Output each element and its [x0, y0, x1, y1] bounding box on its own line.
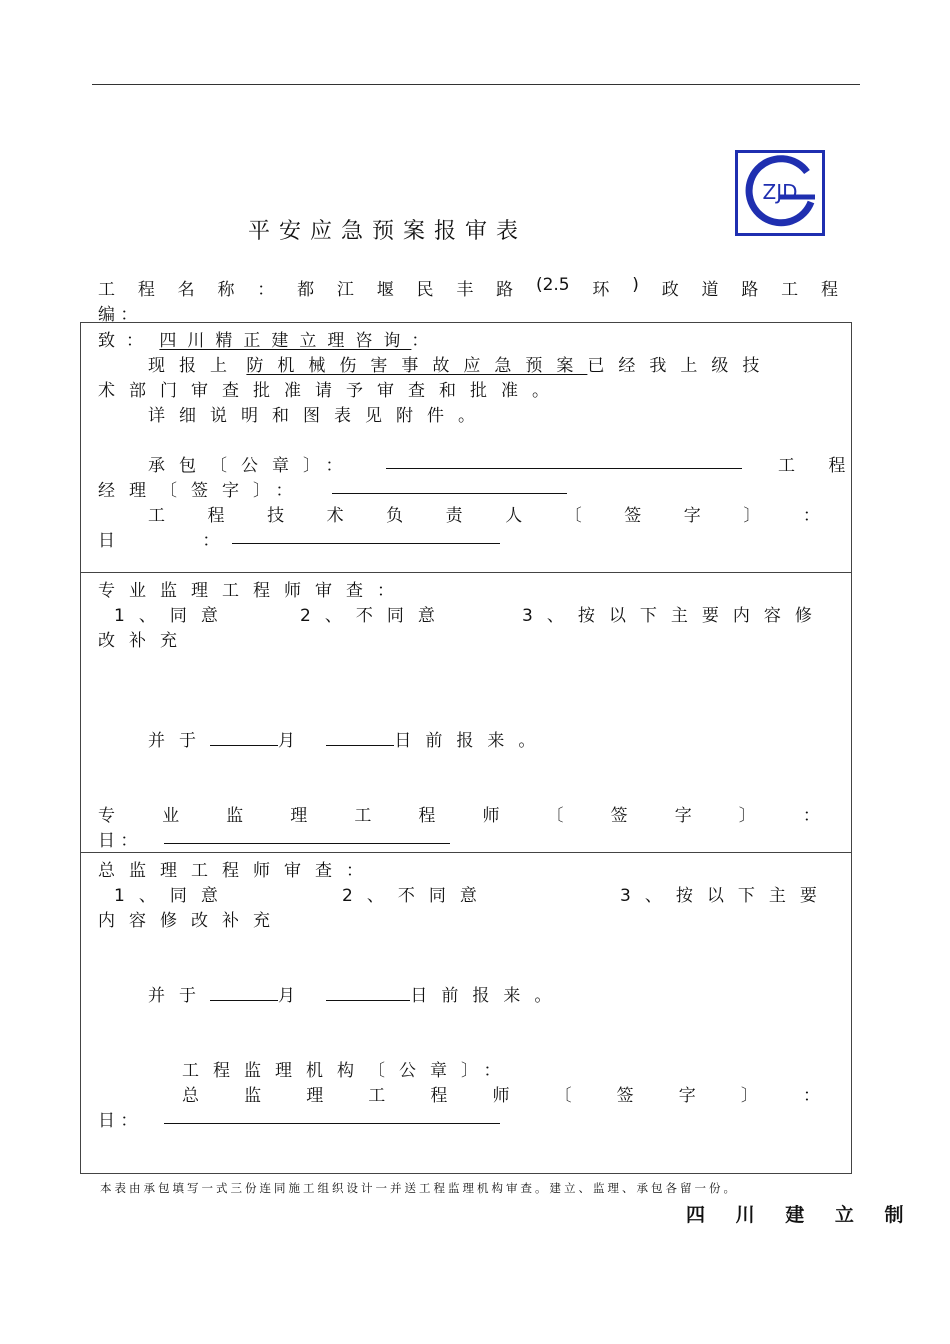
date-row-3: 日 ：	[98, 1111, 138, 1131]
date-row-1	[98, 526, 219, 551]
chief-and-in: 并于	[148, 986, 210, 1006]
project-name-char: 程	[820, 280, 838, 300]
tech-sign-char: 工	[148, 506, 165, 526]
date-line-2[interactable]	[164, 828, 450, 844]
project-name-char: 道	[701, 280, 719, 300]
date-colon: ：	[202, 531, 220, 551]
chief-sign-char: 〕	[740, 1086, 758, 1106]
chief-sign-char: ：	[802, 1086, 820, 1106]
to-colon: ：	[411, 331, 429, 351]
specialist-sign-char: 〔	[546, 806, 564, 826]
project-name-char: 工	[781, 280, 799, 300]
chief-sign-row	[182, 1081, 820, 1106]
chief-sign-char: 签	[616, 1086, 634, 1106]
tech-sign-char: 人	[505, 506, 523, 526]
project-name-row	[98, 275, 838, 300]
chief-sign-char: 程	[430, 1086, 448, 1106]
date-line-3[interactable]	[164, 1108, 500, 1124]
date-row-2: 日 ：	[98, 831, 138, 851]
chief-sign-char: 理	[306, 1086, 324, 1106]
supervisor-company: 四川精正建立理咨询	[159, 331, 412, 351]
tech-sign-row	[148, 501, 820, 526]
document-title: 平安应急预案报审表	[248, 219, 528, 244]
project-name-char: 程	[137, 280, 155, 300]
specialist-sign-char: 师	[482, 806, 500, 826]
tech-sign-char: 技	[267, 506, 285, 526]
specialist-sign-char: ：	[802, 806, 820, 826]
specialist-sign-char: 业	[162, 806, 180, 826]
to-label: 致：	[98, 331, 154, 351]
chief-option-disagree[interactable]: 2、不同意	[342, 886, 491, 906]
tech-sign-char: 签	[624, 506, 642, 526]
project-name-char: )	[632, 275, 639, 295]
tech-sign-char: 字	[683, 506, 701, 526]
manager-sign-label: 经理〔签字〕：	[98, 481, 307, 501]
report-suffix: 已经我上级技	[587, 356, 774, 376]
month-line[interactable]	[210, 730, 278, 746]
org-seal-label: 工程监理机构〔公章〕：	[182, 1061, 515, 1081]
project-name-char: 路	[496, 280, 514, 300]
chief-option-agree[interactable]: 1、同意	[114, 886, 232, 906]
project-name-char: 丰	[456, 280, 474, 300]
option-revise[interactable]: 3、按以下主要内容修	[522, 606, 826, 626]
chief-day-line[interactable]	[326, 985, 410, 1001]
to-line	[98, 326, 428, 351]
top-rule	[92, 84, 860, 85]
month-label: 月	[278, 731, 295, 751]
chief-sign-char: 师	[492, 1086, 510, 1106]
tech-sign-char: 程	[207, 506, 225, 526]
chief-option-revise-2: 内容修改补充	[98, 911, 284, 931]
tech-sign-char: ：	[802, 506, 820, 526]
project-number-label: 编 ：	[98, 305, 138, 325]
project-name-char: 名	[177, 280, 195, 300]
chief-sign-char: 字	[678, 1086, 696, 1106]
chief-sign-char: 监	[244, 1086, 262, 1106]
project-name-char: 民	[416, 280, 434, 300]
tech-sign-char: 〔	[564, 506, 582, 526]
specialist-review-title: 专业监理工程师审查：	[98, 581, 408, 601]
project-name-char: ：	[257, 280, 275, 300]
chief-sign-char: 总	[182, 1086, 199, 1106]
chief-sign-char: 〔	[554, 1086, 572, 1106]
project-name-char: (2.5	[535, 275, 570, 295]
specialist-sign-char: 工	[354, 806, 372, 826]
project-name-char: 环	[592, 280, 610, 300]
specialist-sign-char: 专	[98, 806, 115, 826]
specialist-sign-char: 签	[610, 806, 628, 826]
plan-name: 防机械伤害事故应急预案	[246, 356, 588, 376]
project-name-char: 工	[98, 280, 115, 300]
option-revise-2: 改补充	[98, 631, 191, 651]
specialist-sign-char: 字	[674, 806, 692, 826]
specialist-sign-char: 〕	[738, 806, 756, 826]
tech-sign-char: 负	[386, 506, 404, 526]
specialist-sign-char: 程	[418, 806, 436, 826]
project-name-char: 江	[336, 280, 354, 300]
project-name-char: 政	[661, 280, 679, 300]
tech-sign-char: 责	[445, 506, 463, 526]
day-line[interactable]	[326, 730, 394, 746]
chief-option-revise[interactable]: 3、按以下主要	[620, 886, 831, 906]
tech-sign-char: 术	[326, 506, 344, 526]
specialist-sign-row	[98, 801, 820, 826]
report-line-2: 术部门审查批准请予审查和批准。	[98, 381, 563, 401]
chief-month-line[interactable]	[210, 985, 278, 1001]
chief-month-label: 月	[278, 986, 295, 1006]
specialist-sign-char: 监	[226, 806, 244, 826]
chief-review-title: 总监理工程师审查：	[98, 861, 377, 881]
maker-label: 四 川 建 立 制	[686, 1204, 916, 1226]
project-name-char: 都	[297, 280, 315, 300]
day-before: 日前报来。	[394, 731, 550, 751]
date-line-1[interactable]	[232, 528, 500, 544]
company-logo	[735, 150, 825, 236]
deadline-row	[148, 726, 549, 751]
detail-note: 详细说明和图表见附件。	[148, 406, 489, 426]
project-name-char: 堰	[376, 280, 394, 300]
chief-day-before: 日前报来。	[410, 986, 566, 1006]
option-agree[interactable]: 1、同意	[114, 606, 232, 626]
specialist-sign-char: 理	[290, 806, 308, 826]
chief-sign-char: 工	[368, 1086, 386, 1106]
date-label: 日	[98, 531, 115, 551]
and-in: 并于	[148, 731, 210, 751]
contractor-seal-label: 承包〔公章〕：	[148, 456, 357, 476]
tech-sign-char: 〕	[743, 506, 761, 526]
report-line	[148, 351, 773, 376]
logo-text: ZJD	[762, 180, 798, 204]
chief-deadline-row	[148, 981, 565, 1006]
footer-note: 本表由承包填写一式三份连同施工组织设计一并送工程监理机构审查。建立、监理、承包各留一份。	[100, 1181, 738, 1195]
project-name-char: 称	[217, 280, 235, 300]
contractor-row-end: 工 程	[778, 456, 860, 476]
report-prefix: 现报上	[148, 356, 241, 376]
option-disagree[interactable]: 2、不同意	[300, 606, 449, 626]
project-name-char: 路	[741, 280, 759, 300]
contractor-seal-line[interactable]	[386, 453, 742, 469]
manager-sign-line[interactable]	[332, 478, 567, 494]
